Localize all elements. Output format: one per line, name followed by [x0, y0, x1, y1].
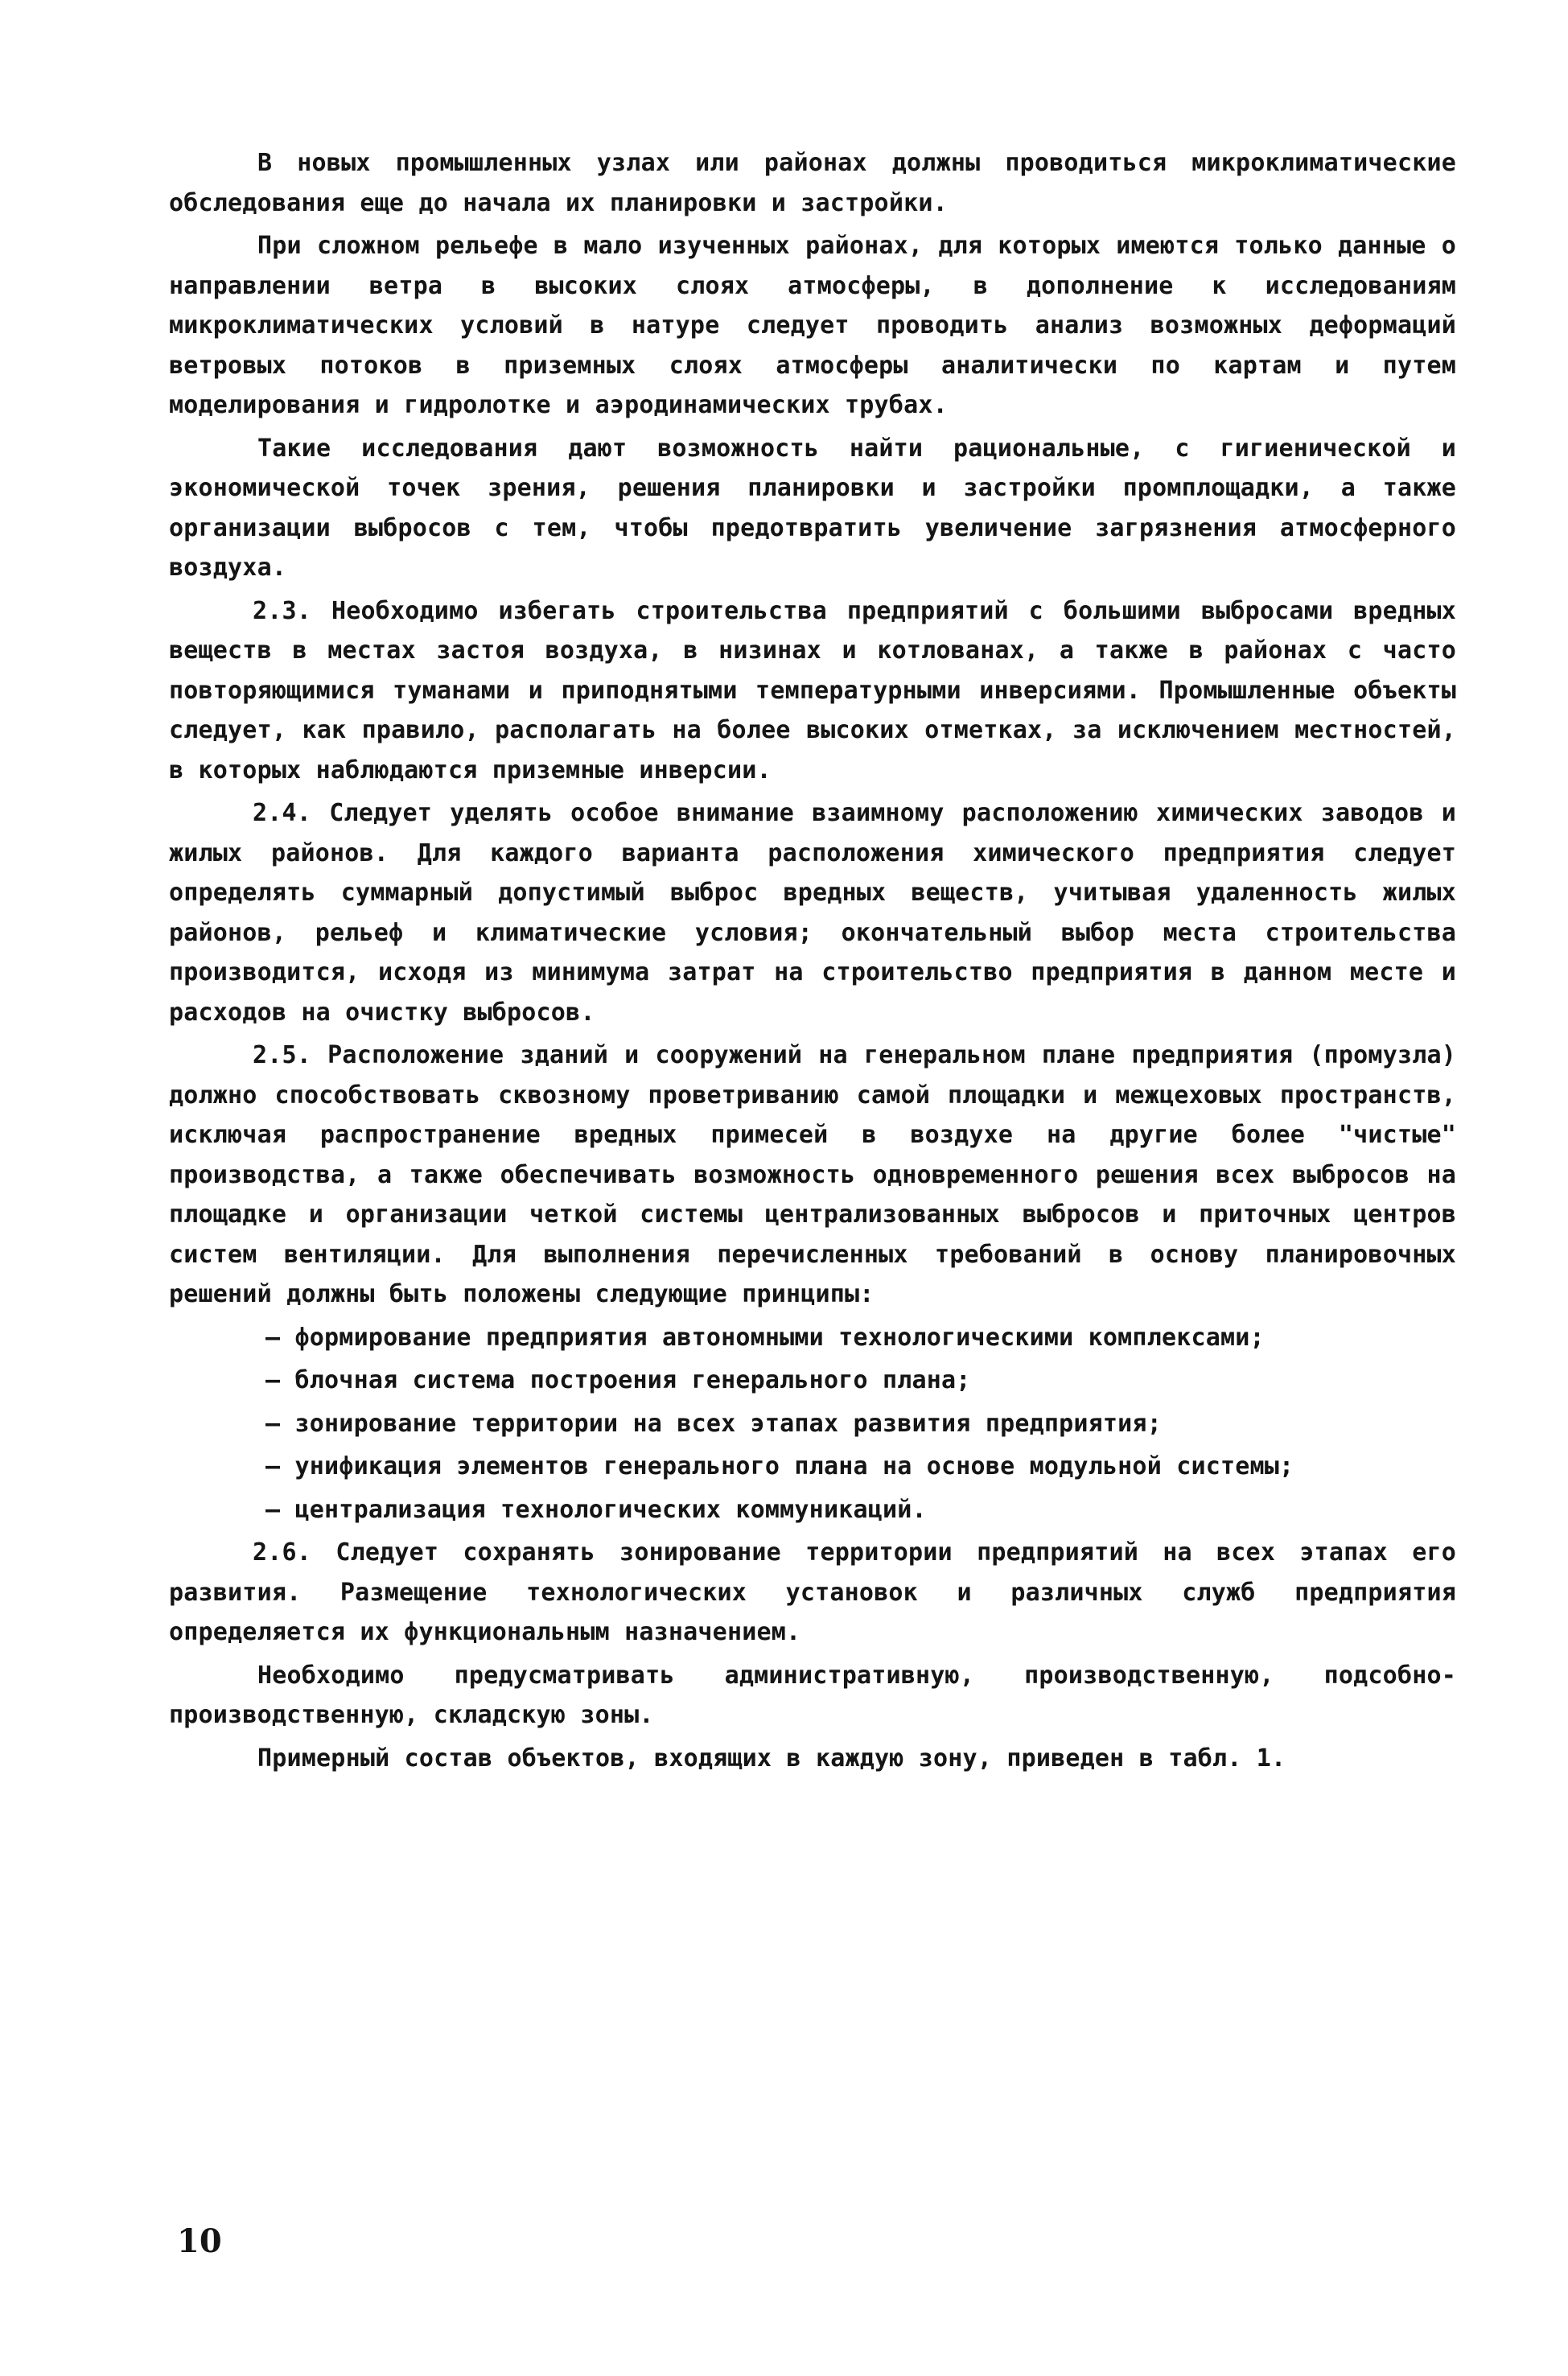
section-2-3: 2.3. Необходимо избегать строительства предприятий с большими выбросами вредных веществ в местах застоя воздуха, в низинах и котлованах, а также в районах с часто повторяющимися туманами и приподнятыми температурными инверсиями. Промышленные объекты следует, как правило, располагать на более высоких отметках, за исключением местностей, в которых наблюдаются приземные инверсии. [169, 596, 1456, 784]
paragraph-microclimate-surveys: В новых промышленных узлах или районах должны проводиться микроклиматические обследования еще до начала их планировки и застройки. [169, 149, 1456, 217]
principle-zoning: – зонирование территории на всех этапах развития предприятия; [265, 1409, 1162, 1438]
paragraph-research-benefits: Такие исследования дают возможность найти рациональные, с гигиенической и экономической точек зрения, решения планировки и застройки промплощадки, а также организации выбросов с тем, чтобы предотвратить увеличение загрязнения атмосферного воздуха. [169, 434, 1456, 582]
paragraph-zones: Необходимо предусматривать административную, производственную, подсобно-производственную, складскую зоны. [169, 1661, 1456, 1729]
paragraph-table-reference: Примерный состав объектов, входящих в каждую зону, приведен в табл. 1. [257, 1744, 1286, 1773]
section-2-5: 2.5. Расположение зданий и сооружений на генеральном плане предприятия (промузла) должно способствовать сквозному проветриванию самой площадки и межцеховых пространств, исключая распространение вредных примесей в воздухе на другие более "чистые" производства, а также обеспечивать возможность одновременного решения всех выбросов на площадке и организации четкой системы централизованных выбросов и приточных центров систем вентиляции. Для выполнения перечисленных требований в основу планировочных решений должны быть положены следующие принципы: [169, 1041, 1456, 1308]
principle-autonomous-complexes: – формирование предприятия автономными технологическими комплексами; [265, 1323, 1265, 1352]
principle-unification: – унификация элементов генерального плана на основе модульной системы; [265, 1452, 1294, 1480]
section-2-4: 2.4. Следует уделять особое внимание взаимному расположению химических заводов и жилых районов. Для каждого варианта расположения химического предприятия следует определять суммарный допустимый выброс вредных веществ, учитывая удаленность жилых районов, рельеф и климатические условия; окончательный выбор места строительства производится, исходя из минимума затрат на строительство предприятия в данном месте и расходов на очистку выбросов. [169, 799, 1456, 1027]
principle-block-system: – блочная система построения генерального плана; [265, 1366, 971, 1394]
section-2-6: 2.6. Следует сохранять зонирование территории предприятий на всех этапах его развития. Размещение технологических установок и различных служб предприятия определяется их функциональным назначением. [169, 1538, 1456, 1646]
document-body [169, 143, 1456, 1781]
page-number: 10 [177, 2222, 222, 2260]
principle-centralization: – централизация технологических коммуникаций. [265, 1495, 927, 1524]
paragraph-complex-relief: При сложном рельефе в мало изученных районах, для которых имеются только данные о направлении ветра в высоких слоях атмосферы, в дополнение к исследованиям микроклиматических условий в натуре следует проводить анализ возможных деформаций ветровых потоков в приземных слоях атмосферы аналитически по картам и путем моделирования и гидролотке и аэродинамических трубах. [169, 232, 1456, 419]
